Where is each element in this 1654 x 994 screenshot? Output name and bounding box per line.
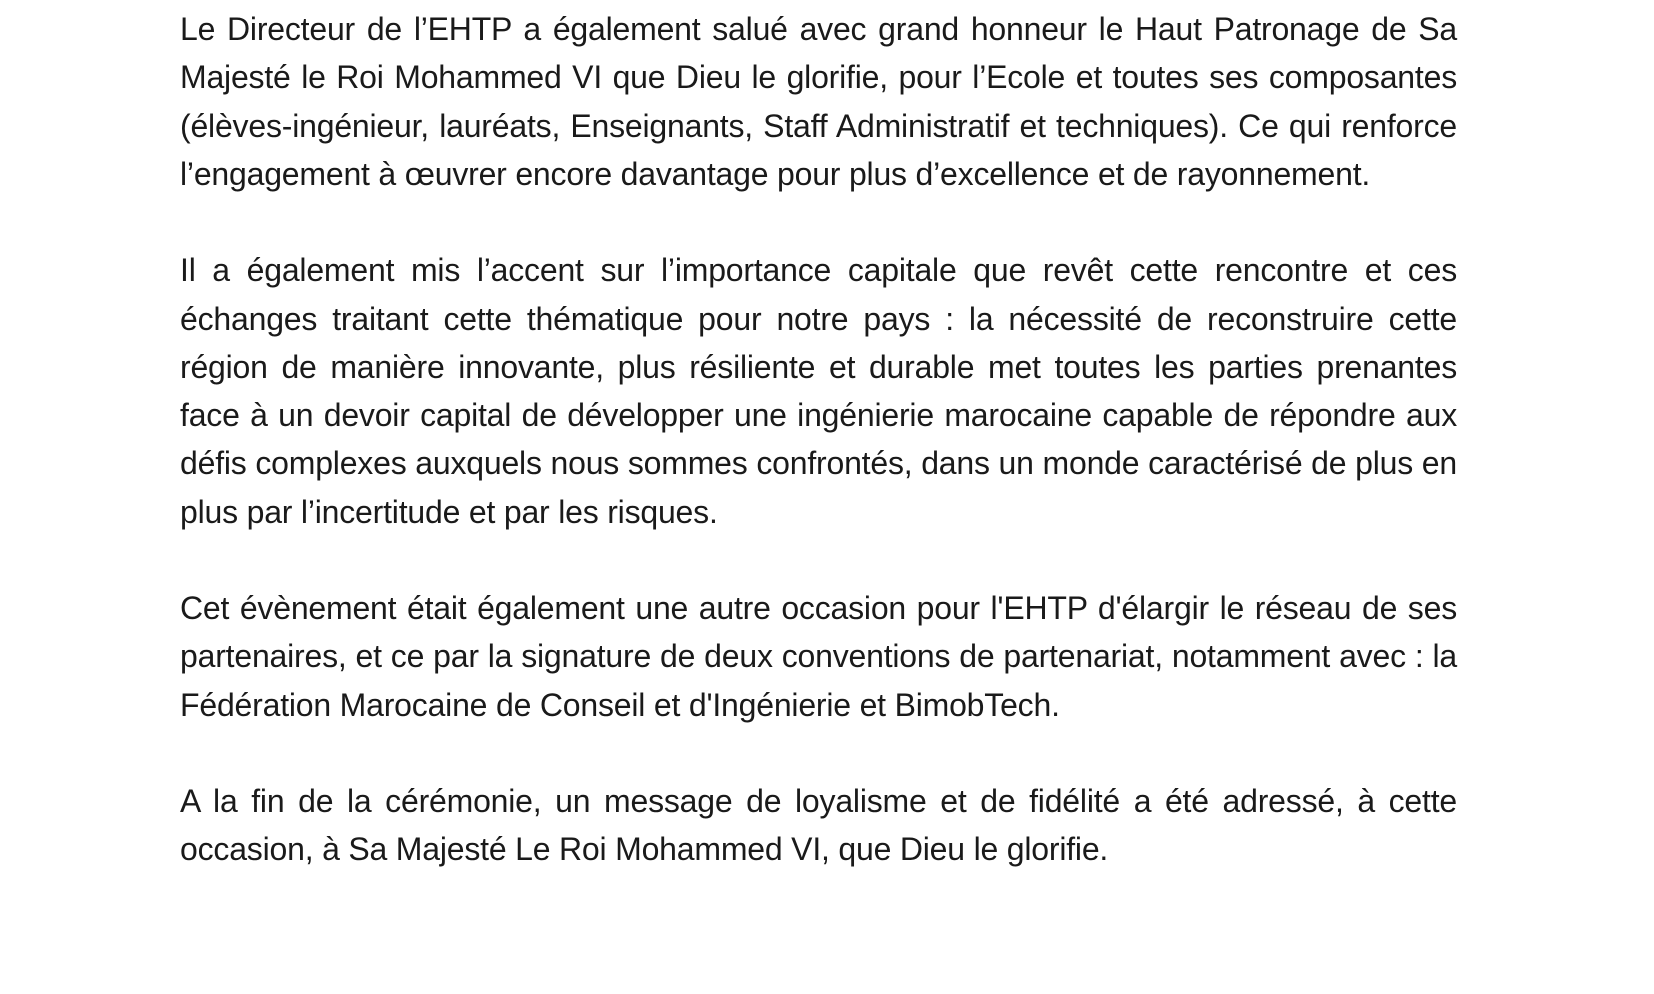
paragraph: Le Directeur de l’EHTP a également salué avec grand honneur le Haut Patronage de Sa Majesté le Roi Mohammed VI que Dieu le glorifie, pour l’Ecole et toutes ses composantes (élèves-ingénieur, lauréats, Enseignants, Staff Administratif et techniques). Ce qui renforce l’engagement à œuvrer encore davantage pour plus d’excellence et de rayonnement. <box>180 11 1457 192</box>
document-page <box>180 0 1457 874</box>
paragraph: Il a également mis l’accent sur l’importance capitale que revêt cette rencontre et ces échanges traitant cette thématique pour notre pays : la nécessité de reconstruire cette région de manière innovante, plus résiliente et durable met toutes les parties prenantes face à un devoir capital de développer une ingénierie marocaine capable de répondre aux défis complexes auxquels nous sommes confrontés, dans un monde caractérisé de plus en plus par l’incertitude et par les risques. <box>180 252 1457 530</box>
paragraph: A la fin de la cérémonie, un message de loyalisme et de fidélité a été adressé, à cette occasion, à Sa Majesté Le Roi Mohammed VI, que Dieu le glorifie. <box>180 783 1457 868</box>
paragraph: Cet évènement était également une autre occasion pour l'EHTP d'élargir le réseau de ses partenaires, et ce par la signature de deux conventions de partenariat, notamment avec : la Fédération Marocaine de Conseil et d'Ingénierie et BimobTech. <box>180 590 1457 723</box>
